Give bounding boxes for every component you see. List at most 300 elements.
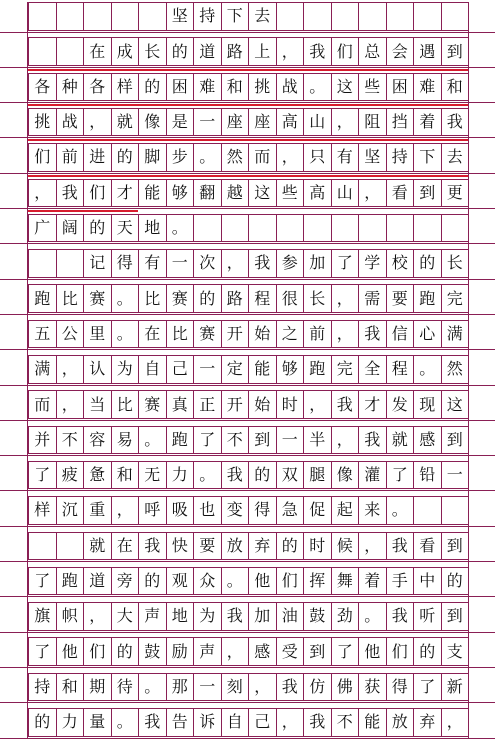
handwritten-character: 。 (166, 214, 195, 243)
handwritten-character: 跑 (166, 426, 195, 455)
handwritten-character: 赛 (138, 390, 167, 419)
grid-cell (276, 2, 305, 31)
handwritten-character: 力 (56, 708, 85, 737)
handwritten-character: ， (276, 708, 305, 737)
grid-row (0, 461, 495, 496)
grid-cell (331, 214, 360, 243)
handwritten-character: 旗 (28, 602, 57, 631)
handwritten-character: 跑 (413, 284, 442, 313)
row-rule (0, 173, 495, 174)
row-rule (0, 420, 495, 421)
handwritten-character: 有 (138, 249, 167, 278)
handwritten-character: 公 (56, 320, 85, 349)
grid-row (0, 179, 495, 214)
handwritten-character: 困 (166, 73, 195, 102)
handwritten-character: 定 (221, 355, 250, 384)
handwritten-character: 挥 (303, 567, 332, 596)
handwritten-character: 力 (166, 461, 195, 490)
handwritten-character: 劲 (331, 602, 360, 631)
handwritten-character: 来 (358, 496, 387, 525)
handwritten-character: 着 (358, 567, 387, 596)
handwritten-character: 们 (276, 567, 305, 596)
handwritten-character: 的 (111, 637, 140, 666)
handwritten-character: 高 (303, 179, 332, 208)
handwritten-character: 。 (221, 567, 250, 596)
handwritten-character: 我 (303, 37, 332, 66)
handwritten-character: 候 (331, 532, 360, 561)
handwritten-character: 吸 (166, 496, 195, 525)
handwritten-character: 去 (248, 2, 277, 31)
handwritten-character: ， (358, 179, 387, 208)
handwritten-character: ， (83, 108, 112, 137)
handwritten-character: 像 (331, 461, 360, 490)
handwritten-character: ， (441, 708, 470, 737)
grid-cell (413, 496, 442, 525)
grid-row (0, 320, 495, 355)
handwritten-character: 新 (441, 673, 470, 702)
handwritten-character: 鼓 (303, 602, 332, 631)
handwritten-character: 下 (413, 143, 442, 172)
handwritten-character: 才 (111, 179, 140, 208)
handwritten-character: 发 (386, 390, 415, 419)
handwritten-character: ， (83, 602, 112, 631)
handwritten-character: 他 (248, 567, 277, 596)
handwritten-character: 持 (386, 143, 415, 172)
grid-cell (303, 2, 332, 31)
handwritten-character: 帜 (56, 602, 85, 631)
grid-row (0, 637, 495, 672)
handwritten-character: 弃 (413, 708, 442, 737)
handwritten-character: 道 (193, 37, 222, 66)
handwritten-character: 也 (193, 496, 222, 525)
handwritten-character: 五 (28, 320, 57, 349)
handwritten-character: 的 (111, 143, 140, 172)
handwritten-character: 路 (221, 284, 250, 313)
row-rule (0, 632, 495, 633)
handwritten-character: 一 (166, 249, 195, 278)
handwritten-character: 惫 (83, 461, 112, 490)
handwritten-character: 一 (193, 673, 222, 702)
handwritten-character: ， (331, 426, 360, 455)
grid-cell (441, 2, 470, 31)
handwritten-character: 是 (166, 108, 195, 137)
handwritten-character: 听 (413, 602, 442, 631)
handwritten-character: 跑 (28, 284, 57, 313)
handwritten-character: 我 (358, 320, 387, 349)
handwritten-character: 完 (441, 284, 470, 313)
grid-cell (56, 532, 85, 561)
handwritten-character: ， (221, 249, 250, 278)
handwritten-character: 们 (83, 179, 112, 208)
handwritten-character: 急 (276, 496, 305, 525)
row-rule (0, 137, 495, 138)
handwritten-character: 不 (331, 708, 360, 737)
handwritten-character: 成 (111, 37, 140, 66)
handwritten-character: ， (331, 284, 360, 313)
handwritten-character: 广 (28, 214, 57, 243)
handwritten-character: 得 (386, 673, 415, 702)
row-rule (0, 243, 495, 244)
handwritten-character: 有 (331, 143, 360, 172)
handwritten-character: ， (28, 179, 57, 208)
handwritten-character: 和 (441, 73, 470, 102)
handwritten-character: 到 (413, 179, 442, 208)
handwritten-character: 获 (358, 673, 387, 702)
handwritten-character: 我 (386, 532, 415, 561)
handwritten-character: 前 (56, 143, 85, 172)
handwritten-character: 仿 (303, 673, 332, 702)
row-rule (0, 208, 495, 209)
handwritten-character: 里 (83, 320, 112, 349)
handwritten-character: 告 (166, 708, 195, 737)
row-rule (0, 561, 495, 562)
handwritten-character: 我 (138, 532, 167, 561)
handwritten-character: 。 (111, 320, 140, 349)
row-rule (0, 702, 495, 703)
handwritten-character: 座 (221, 108, 250, 137)
handwritten-character: 弃 (248, 532, 277, 561)
grid-cell (138, 2, 167, 31)
handwritten-character: 我 (331, 390, 360, 419)
handwritten-character: 能 (248, 355, 277, 384)
grid-row (0, 37, 495, 72)
handwritten-character: 比 (56, 284, 85, 313)
handwritten-character: 。 (111, 284, 140, 313)
handwritten-character: 挡 (386, 108, 415, 137)
handwritten-character: 铅 (413, 461, 442, 490)
grid-cell (28, 2, 57, 31)
handwritten-character: 。 (413, 355, 442, 384)
handwritten-character: 这 (441, 390, 470, 419)
handwritten-character: ， (276, 37, 305, 66)
handwritten-character: 看 (413, 532, 442, 561)
handwritten-character: 程 (248, 284, 277, 313)
handwritten-character: 心 (413, 320, 442, 349)
handwritten-character: 到 (441, 37, 470, 66)
handwritten-character: 开 (221, 390, 250, 419)
grid-row (0, 2, 495, 37)
grid-cell (83, 2, 112, 31)
handwritten-character: 。 (193, 143, 222, 172)
handwritten-character: 加 (248, 602, 277, 631)
handwritten-character: 些 (276, 179, 305, 208)
handwritten-character: 步 (166, 143, 195, 172)
handwritten-character: 。 (303, 73, 332, 102)
handwritten-character: 程 (386, 355, 415, 384)
grid-cell (358, 2, 387, 31)
handwritten-character: 舞 (331, 567, 360, 596)
handwritten-character: 变 (221, 496, 250, 525)
handwritten-character: 像 (138, 108, 167, 137)
handwritten-character: 呼 (138, 496, 167, 525)
handwritten-character: 比 (138, 284, 167, 313)
handwritten-character: 他 (56, 637, 85, 666)
handwritten-character: 真 (166, 390, 195, 419)
handwritten-character: 能 (358, 708, 387, 737)
grid-cell (248, 214, 277, 243)
handwritten-character: ， (303, 390, 332, 419)
grid-cell (28, 37, 57, 66)
handwritten-character: 认 (83, 355, 112, 384)
handwritten-character: 诉 (193, 708, 222, 737)
handwritten-character: 我 (56, 179, 85, 208)
grid-row (0, 673, 495, 708)
handwritten-character: 易 (111, 426, 140, 455)
handwritten-character: 山 (331, 179, 360, 208)
row-rule (0, 67, 495, 68)
handwritten-character: 我 (248, 249, 277, 278)
row-rule (0, 349, 495, 350)
handwritten-character: 观 (166, 567, 195, 596)
handwritten-character: 持 (193, 2, 222, 31)
grid-cell (358, 214, 387, 243)
handwritten-character: 坚 (166, 2, 195, 31)
handwritten-character: 一 (193, 355, 222, 384)
grid-cell (221, 214, 250, 243)
handwritten-character: 的 (28, 708, 57, 737)
handwritten-character: 参 (276, 249, 305, 278)
handwritten-character: 到 (441, 602, 470, 631)
handwritten-character: 。 (138, 426, 167, 455)
handwritten-character: ， (56, 355, 85, 384)
grid-cell (413, 214, 442, 243)
handwritten-character: 大 (111, 602, 140, 631)
handwritten-character: 坚 (358, 143, 387, 172)
grid-cell (413, 2, 442, 31)
handwritten-character: ， (111, 496, 140, 525)
handwritten-character: 加 (303, 249, 332, 278)
grid-row (0, 567, 495, 602)
handwritten-character: 学 (358, 249, 387, 278)
handwritten-character: 持 (28, 673, 57, 702)
handwritten-character: 的 (413, 249, 442, 278)
handwritten-character: 们 (386, 637, 415, 666)
grid-cell (28, 532, 57, 561)
row-rule (0, 102, 495, 103)
red-underline (28, 139, 468, 141)
handwritten-character: 脚 (138, 143, 167, 172)
grid-row (0, 426, 495, 461)
handwritten-character: 次 (193, 249, 222, 278)
handwritten-character: 感 (248, 637, 277, 666)
handwritten-character: 待 (111, 673, 140, 702)
handwritten-character: 沉 (56, 496, 85, 525)
grid-cell (111, 2, 140, 31)
handwritten-character: 众 (193, 567, 222, 596)
handwritten-character: 中 (413, 567, 442, 596)
grid-row (0, 602, 495, 637)
handwritten-character: 样 (28, 496, 57, 525)
handwritten-character: 我 (441, 108, 470, 137)
handwritten-character: 才 (358, 390, 387, 419)
grid-cell (386, 214, 415, 243)
handwritten-character: 会 (386, 37, 415, 66)
handwritten-character: 之 (276, 320, 305, 349)
handwritten-character: 长 (138, 37, 167, 66)
handwritten-character: 现 (413, 390, 442, 419)
handwritten-character: 翻 (193, 179, 222, 208)
handwritten-character: 己 (166, 355, 195, 384)
red-underline (28, 210, 138, 212)
handwritten-character: 满 (28, 355, 57, 384)
handwritten-character: 赛 (166, 284, 195, 313)
handwritten-character: 自 (221, 708, 250, 737)
handwritten-character: 感 (413, 426, 442, 455)
handwritten-character: 地 (166, 602, 195, 631)
handwritten-character: 手 (386, 567, 415, 596)
handwritten-character: 我 (386, 602, 415, 631)
handwritten-character: 并 (28, 426, 57, 455)
handwritten-character: 一 (441, 461, 470, 490)
handwritten-character: 然 (221, 143, 250, 172)
handwritten-character: ， (331, 108, 360, 137)
grid-cell (193, 214, 222, 243)
handwritten-character: 开 (221, 320, 250, 349)
grid-cell (441, 496, 470, 525)
handwritten-character: 的 (276, 532, 305, 561)
grid-cell (56, 37, 85, 66)
handwritten-character: 始 (248, 390, 277, 419)
row-rule (0, 385, 495, 386)
handwritten-character: 。 (138, 673, 167, 702)
handwritten-character: 腿 (303, 461, 332, 490)
handwritten-character: 灌 (358, 461, 387, 490)
handwritten-character: 在 (111, 532, 140, 561)
row-rule (0, 455, 495, 456)
handwritten-character: 始 (248, 320, 277, 349)
handwritten-character: 我 (138, 708, 167, 737)
handwritten-character: 。 (193, 461, 222, 490)
handwritten-character: 们 (331, 37, 360, 66)
handwritten-character: 在 (138, 320, 167, 349)
handwritten-character: 重 (83, 496, 112, 525)
row-rule (0, 667, 495, 668)
handwritten-character: 地 (138, 214, 167, 243)
handwritten-character: 了 (193, 426, 222, 455)
handwritten-character: 天 (111, 214, 140, 243)
handwritten-character: 支 (441, 637, 470, 666)
handwritten-character: 己 (248, 708, 277, 737)
handwritten-character: 佛 (331, 673, 360, 702)
handwritten-character: 起 (331, 496, 360, 525)
handwritten-character: 到 (441, 426, 470, 455)
handwritten-character: 声 (138, 602, 167, 631)
handwritten-character: 难 (413, 73, 442, 102)
handwritten-character: 的 (138, 73, 167, 102)
handwritten-character: 遇 (413, 37, 442, 66)
handwritten-character: 半 (303, 426, 332, 455)
handwritten-character: 的 (413, 637, 442, 666)
handwritten-character: 容 (83, 426, 112, 455)
handwritten-character: 山 (303, 108, 332, 137)
handwritten-character: 快 (166, 532, 195, 561)
handwritten-character: 比 (111, 390, 140, 419)
handwritten-character: 那 (166, 673, 195, 702)
handwritten-character: 难 (193, 73, 222, 102)
handwritten-character: 当 (83, 390, 112, 419)
handwritten-character: 比 (166, 320, 195, 349)
handwritten-character: 在 (83, 37, 112, 66)
handwritten-character: 道 (83, 567, 112, 596)
handwritten-character: 无 (138, 461, 167, 490)
handwritten-character: 然 (441, 355, 470, 384)
handwritten-character: 得 (111, 249, 140, 278)
handwritten-character: 时 (276, 390, 305, 419)
handwritten-character: 了 (28, 461, 57, 490)
handwritten-character: 困 (386, 73, 415, 102)
grid-cell (303, 214, 332, 243)
red-underline (28, 104, 468, 106)
handwritten-character: 。 (386, 496, 415, 525)
handwritten-character: 们 (83, 637, 112, 666)
handwritten-character: 路 (221, 37, 250, 66)
handwritten-character: 战 (276, 73, 305, 102)
handwritten-character: 不 (221, 426, 250, 455)
handwritten-character: 战 (56, 108, 85, 137)
handwritten-character: 这 (248, 179, 277, 208)
handwritten-character: 跑 (56, 567, 85, 596)
handwritten-character: 了 (28, 637, 57, 666)
handwritten-character: 就 (386, 426, 415, 455)
handwritten-character: 他 (358, 637, 387, 666)
grid-row (0, 73, 495, 108)
handwritten-character: 为 (111, 355, 140, 384)
handwritten-character: 。 (111, 708, 140, 737)
row-rule (0, 738, 495, 739)
grid-row (0, 249, 495, 284)
red-underline (28, 69, 468, 71)
handwritten-character: 完 (331, 355, 360, 384)
handwritten-character: 信 (386, 320, 415, 349)
grid-cell (56, 249, 85, 278)
handwritten-character: 时 (303, 532, 332, 561)
handwritten-character: 了 (331, 637, 360, 666)
grid-row (0, 708, 495, 743)
handwritten-character: 这 (331, 73, 360, 102)
handwritten-character: 记 (83, 249, 112, 278)
handwritten-character: 全 (358, 355, 387, 384)
handwritten-character: 的 (83, 214, 112, 243)
handwritten-character: 我 (276, 673, 305, 702)
handwritten-character: 声 (193, 637, 222, 666)
handwritten-character: 要 (193, 532, 222, 561)
handwritten-character: 赛 (83, 284, 112, 313)
handwritten-character: 要 (386, 284, 415, 313)
handwritten-character: 高 (276, 108, 305, 137)
handwritten-character: 而 (248, 143, 277, 172)
handwritten-character: 量 (83, 708, 112, 737)
handwritten-character: 到 (441, 532, 470, 561)
handwritten-character: 油 (276, 602, 305, 631)
handwritten-character: 满 (441, 320, 470, 349)
red-underline (28, 175, 468, 177)
row-rule (0, 32, 495, 33)
handwritten-character: 我 (221, 461, 250, 490)
handwritten-character: 促 (303, 496, 332, 525)
grid-cell (276, 214, 305, 243)
handwritten-character: 各 (83, 73, 112, 102)
handwritten-character: 一 (193, 108, 222, 137)
row-rule (0, 314, 495, 315)
handwritten-character: 到 (303, 637, 332, 666)
handwritten-character: 下 (221, 2, 250, 31)
handwritten-character: 我 (303, 708, 332, 737)
handwritten-character: 需 (358, 284, 387, 313)
handwritten-character: 够 (166, 179, 195, 208)
handwritten-character: 校 (386, 249, 415, 278)
grid-row (0, 532, 495, 567)
handwritten-character: 期 (83, 673, 112, 702)
